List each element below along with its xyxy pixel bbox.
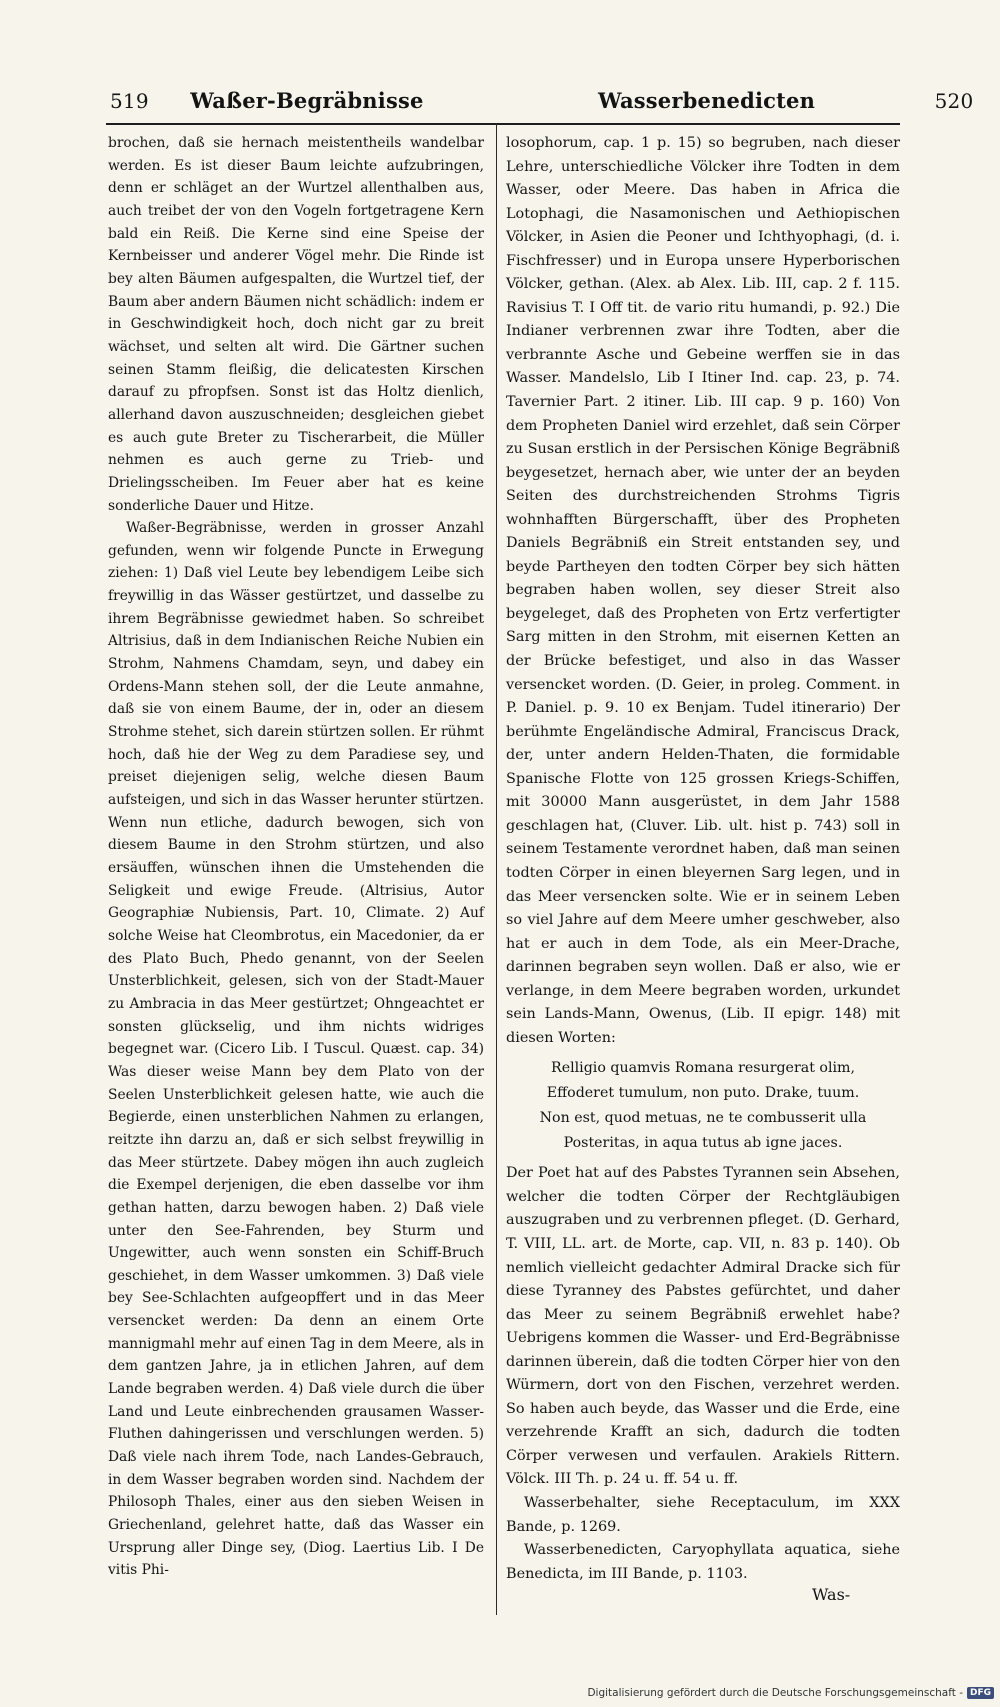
left-running-title: Waßer-Begräbnisse [190, 88, 424, 113]
column-divider [496, 123, 497, 1615]
latin-epigram [506, 1056, 900, 1156]
right-header [598, 88, 973, 113]
poem-line: Relligio quamvis Romana resurgerat olim, [551, 1060, 855, 1077]
right-column [506, 132, 900, 1586]
left-page-number: 519 [110, 89, 149, 113]
poem-line: Non est, quod metuas, ne te combusserit ulla [539, 1110, 867, 1127]
dfg-logo-icon: DFG [967, 1687, 994, 1699]
header-rule [106, 123, 900, 125]
poem-line: Posteritas, in aqua tutus ab igne jaces. [563, 1135, 843, 1152]
right-running-title: Wasserbenedicten [598, 88, 816, 113]
right-paragraph-1: losophorum, cap. 1 p. 15) so begruben, nach dieser Lehre, unterschiedliche Völcker ihre Todten in dem Wasser, oder Meere. Das haben in Africa die Lotophagi, die Nasamonischen und Aethiopischen Völcker, in Asien die Peoner und Ichthyophagi, (d. i. Fischfresser) und in Europa unsere Hyperborischen Völcker, gethan. (Alex. ab Alex. Lib. III, cap. 2 f. 115. Ravisius T. I Off tit. de vario ritu humandi, p. 92.) Die Indianer verbrennen zwar ihre Todten, aber die verbrannte Asche und Gebeine werffen sie in das Wasser. Mandelslo, Lib I Itiner Ind. cap. 23, p. 74. Tavernier Part. 2 itiner. Lib. III cap. 9 p. 160) Von dem Propheten Daniel wird erzehlet, daß sein Cörper zu Susan erstlich in der Persischen Könige Begräbniß beygesetzet, hernach aber, wie unter der an beyden Seiten des durchstreichenden Strohms Tigris wohnhafften Bürgerschafft, über des Propheten Daniels Begräbniß ein Streit entstanden sey, und beyde Partheyen den todten Cörper bey sich hätten begraben haben wollen, sey dieser Streit also beygeleget, daß des Propheten von Ertz verfertigter Sarg mitten in den Strohm, mit eisernen Ketten an der Brücke befestiget, und also in das Wasser versencket worden. (D. Geier, in proleg. Comment. in P. Daniel. p. 9. 10 ex Benjam. Tudel itinerario) Der berühmte Engeländische Admiral, Franciscus Drack, der, unter andern Helden-Thaten, die formidable Spanische Flotte von 125 grossen Kriegs-Schiffen, mit 30000 Mann ausgerüstet, in dem Jahr 1588 geschlagen hat, (Cluver. Lib. ult. hist p. 743) soll in seinem Testamente verordnet haben, daß man seinen todten Cörper in einen bleyernen Sarg legen, und in das Meer versencken solte. Wie er in seinem Leben so viel Jahre auf dem Meere umher geschweber, also hat er auch in dem Tode, als ein Meer-Drache, darinnen begraben seyn wollen. Daß er also, wie er verlange, in dem Meere begraben worden, urkundet sein Lands-Mann, Owenus, (Lib. II epigr. 148) mit diesen Worten: [506, 135, 900, 1046]
left-paragraph-1: brochen, daß sie hernach meistentheils wandelbar werden. Es ist dieser Baum leichte aufzubringen, denn er schläget an der Wurtzel allenthalben aus, auch treibet der von den Vogeln fortgetragene Kern bald ein Reiß. Die Kerne sind eine Speise der Kernbeisser und anderer Vögel mehr. Die Rinde ist bey alten Bäumen aufgespalten, die Wurtzel tief, der Baum aber andern Bäumen nicht schädlich: indem er in Geschwindigkeit hoch, doch nicht gar zu breit wächset, und selten alt wird. Die Gärtner suchen seinen Stamm fleißig, die delicatesten Kirschen darauf zu pfropfsen. Sonst ist das Holtz dienlich, allerhand davon auszuschneiden; desgleichen giebet es auch gute Breter zu Tischerarbeit, die Müller nehmen es auch gerne zu Trieb- und Drielingsscheiben. Im Feuer aber hat es keine sonderliche Dauer und Hitze. [108, 135, 484, 514]
entry-wasserbehalter: Wasserbehalter, siehe Receptaculum, im XXX Bande, p. 1269. [506, 1494, 900, 1535]
left-column [108, 132, 484, 1582]
footer-text: Digitalisierung gefördert durch die Deutsche Forschungsgemeinschaft - [587, 1687, 963, 1699]
left-header [110, 88, 424, 113]
entry-wasserbenedicten: Wasserbenedicten, Caryophyllata aquatica, siehe Benedicta, im III Bande, p. 1103. [506, 1542, 900, 1582]
footer [587, 1687, 994, 1699]
catchword: Was- [812, 1585, 851, 1604]
right-page-number: 520 [934, 89, 974, 113]
left-paragraph-2: Waßer-Begräbnisse, werden in grosser Anzahl gefunden, wenn wir folgende Puncte in Erwegung ziehen: 1) Daß viel Leute bey lebendigem Leibe sich freywillig in das Wässer gestürtzet, und dasselbe zu ihrem Begräbnisse gewiedmet haben. So schreibet Altrisius, daß in dem Indianischen Reiche Nubien ein Strohm, Nahmens Chamdam, seyn, und dabey ein Ordens-Mann stehen soll, der die Leute anmahne, daß sie von einem Baume, der in, oder an diesem Strohme stehet, sich darein stürtzen sollen. Er rühmt hoch, daß hie der Weg zu dem Paradiese sey, und preiset diejenigen selig, welche diesen Baum aufsteigen, und sich in das Wasser herunter stürtzen. Wenn nun etliche, dadurch bewogen, sich von diesem Baume in den Strohm stürtzen, und also ersäuffen, wünschen ihnen die Umstehenden die Seligkeit und ewige Freude. (Altrisius, Autor Geographiæ Nubiensis, Part. 10, Climate. 2) Auf solche Weise hat Cleombrotus, ein Macedonier, da er des Plato Buch, Phedo genannt, von der Seelen Unsterblichkeit, gelesen, sich von der Stadt-Mauer zu Ambracia in das Meer gestürtzet; Ohngeachtet er sonsten glückselig, und ihm nichts widriges begegnet war. (Cicero Lib. I Tuscul. Quæst. cap. 34) Was dieser weise Mann bey dem Plato von der Seelen Unsterblichkeit gelesen hatte, wie auch die Begierde, einen unsterblichen Nahmen zu erlangen, reitzte ihn darzu an, daß er sich selbst freywillig in das Meer stürtzete. Dabey mögen ihn auch zugleich die Exempel derjenigen, die eben dasselbe vor ihm gethan hatten, darzu bewogen haben. 2) Daß viele unter den See-Fahrenden, bey Sturm und Ungewitter, auch wenn sonsten ein Schiff-Bruch geschiehet, in dem Wasser umkommen. 3) Daß viele bey See-Schlachten aufgeopffert und in das Meer versencket werden: Da denn an einem Orte mannigmahl mehr auf einen Tag in dem Meere, als in dem gantzen Jahre, ja in etlichen Jahren, auf dem Lande begraben werden. 4) Daß viele durch die über Land und Leute einbrechenden grausamen Wasser-Fluthen dahingerissen und verschlungen werden. 5) Daß viele nach ihrem Tode, nach Landes-Gebrauch, in dem Wasser begraben worden sind. Nachdem der Philosoph Thales, einer aus den sieben Weisen in Griechenland, gelehret hatte, daß das Wasser ein Ursprung aller Dinge sey, (Diog. Laertius Lib. I De vitis Phi- [108, 520, 484, 1579]
poem-line: Effoderet tumulum, non puto. Drake, tuum. [546, 1085, 860, 1102]
right-paragraph-2: Der Poet hat auf des Pabstes Tyrannen sein Absehen, welcher die todten Cörper der Rechtgläubigen auszugraben und zu verbrennen pfleget. (D. Gerhard, T. VIII, LL. art. de Morte, cap. VII, n. 83 p. 140). Ob nemlich vielleicht gedachter Admiral Dracke sich für diese Tyranney des Pabstes gefürchtet, und daher das Meer zu seinem Begräbniß erwehlet habe? Uebrigens kommen die Wasser- und Erd-Begräbnisse darinnen überein, daß die todten Cörper hier von den Würmern, dort von den Fischen, verzehret werden. So haben auch beyde, das Wasser und die Erde, eine verzehrende Krafft an sich, dadurch die todten Cörper verwesen und verfaulen. Arakiels Rittern. Völck. III Th. p. 24 u. ff. 54 u. ff. [506, 1165, 900, 1488]
